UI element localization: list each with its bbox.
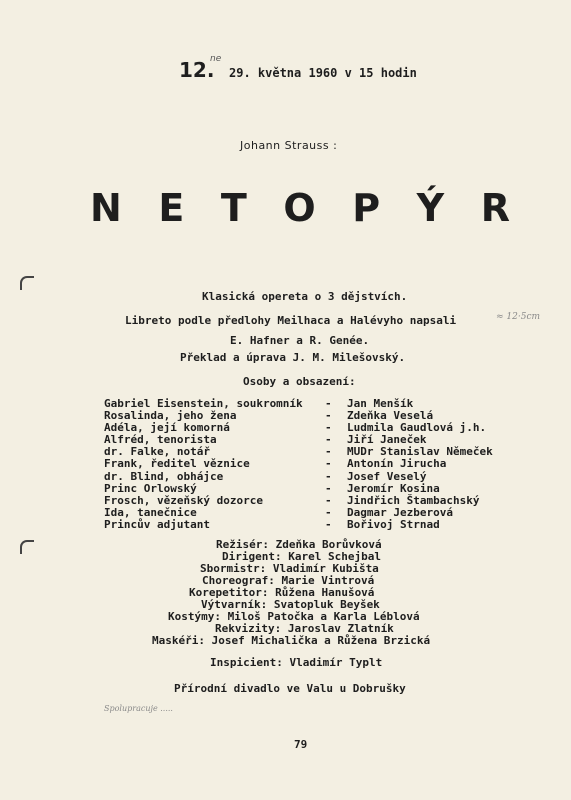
- cast-row: [104, 458, 493, 470]
- cast-role: Rosalinda, jeho žena: [104, 409, 237, 423]
- cast-actor: Dagmar Jezberová: [347, 505, 453, 519]
- cast-dash: -: [325, 409, 332, 423]
- program-number: 12.: [179, 58, 215, 82]
- cast-row: [104, 483, 493, 495]
- cast-actor: Jan Menšík: [347, 397, 414, 410]
- cast-role: Princ Orlowský: [104, 481, 197, 495]
- translation-line: Překlad a úprava J. M. Milešovský.: [180, 351, 406, 364]
- cast-actor: Jeromír Kosina: [347, 481, 440, 495]
- cast-heading: Osoby a obsazení:: [243, 375, 356, 388]
- work-title: [90, 186, 510, 230]
- cast-actor: Josef Veselý: [347, 469, 427, 483]
- title-letter: Ý: [416, 186, 445, 230]
- cast-role: Princův adjutant: [104, 517, 210, 531]
- cast-role: Adéla, její komorná: [104, 421, 230, 435]
- crew-line-repetiteur: Korepetitor: Růžena Hanušová: [189, 586, 375, 599]
- venue-line: Přírodní divadlo ve Valu u Dobrušky: [174, 682, 406, 695]
- title-letter: P: [352, 186, 381, 230]
- cast-dash: -: [325, 433, 332, 447]
- pencil-bottom-note: Spolupracuje .....: [104, 704, 173, 713]
- title-letter: N: [90, 186, 122, 230]
- title-letter: R: [480, 186, 510, 230]
- crew-line-conductor: Dirigent: Karel Schejbal: [222, 550, 381, 563]
- libretto-line: Libreto podle předlohy Meilhaca a Halévyho napsali: [125, 314, 457, 327]
- crew-line-director: Režisér: Zdeňka Borůvková: [216, 538, 382, 551]
- title-letter: O: [283, 186, 316, 230]
- cast-actor: Ludmila Gaudlová j.h.: [347, 421, 487, 435]
- crew-line-makeup: Maskéři: Josef Michalička a Růžena Brzická: [152, 634, 431, 647]
- cast-dash: -: [325, 469, 332, 483]
- cast-actor: Antonín Jirucha: [347, 457, 447, 471]
- punch-hole-mark-bottom: [20, 540, 34, 554]
- performance-date: 29. května 1960 v 15 hodin: [229, 66, 417, 80]
- cast-role: dr. Falke, notář: [104, 445, 210, 459]
- crew-line-costumes: Kostýmy: Miloš Patočka a Karla Léblová: [168, 610, 420, 623]
- genre-line: Klasická opereta o 3 dějstvích.: [202, 290, 408, 303]
- cast-dash: -: [325, 445, 332, 459]
- cast-role: Frosch, vězeňský dozorce: [104, 493, 263, 507]
- punch-hole-mark-top: [20, 276, 34, 290]
- cast-role: dr. Blind, obhájce: [104, 469, 224, 483]
- cast-actor: MUDr Stanislav Němeček: [347, 445, 493, 459]
- cast-role: Frank, ředitel věznice: [104, 457, 250, 471]
- librettists-line: E. Hafner a R. Genée.: [230, 334, 370, 347]
- pencil-margin-note: ≈ 12·5cm: [496, 312, 541, 322]
- cast-list: [104, 398, 493, 531]
- title-letter: E: [158, 186, 185, 230]
- cast-role: Alfréd, tenorista: [104, 433, 217, 447]
- cast-dash: -: [325, 505, 332, 519]
- program-number-suffix: ne: [210, 54, 222, 64]
- cast-dash: -: [325, 397, 332, 410]
- composer-line: Johann Strauss :: [240, 139, 338, 152]
- cast-dash: -: [325, 481, 332, 495]
- cast-actor: Bořivoj Strnad: [347, 517, 440, 531]
- crew-line-choreographer: Choreograf: Marie Vintrová: [202, 574, 375, 587]
- cast-dash: -: [325, 517, 332, 531]
- cast-actor: Zdeňka Veselá: [347, 409, 434, 423]
- cast-row: [104, 519, 493, 531]
- cast-role: Ida, tanečnice: [104, 505, 197, 519]
- crew-line-props: Rekvizity: Jaroslav Zlatník: [215, 622, 394, 635]
- crew-line-designer: Výtvarník: Svatopluk Beyšek: [201, 598, 380, 611]
- cast-dash: -: [325, 457, 332, 471]
- title-letter: T: [220, 186, 247, 230]
- cast-dash: -: [325, 493, 332, 507]
- cast-row: [104, 471, 493, 483]
- page-number: 79: [294, 738, 308, 751]
- cast-role: Gabriel Eisenstein, soukromník: [104, 397, 303, 410]
- cast-actor: Jindřich Štambachský: [347, 493, 480, 507]
- cast-dash: -: [325, 421, 332, 435]
- crew-line-choirmaster: Sbormistr: Vladimír Kubišta: [200, 562, 379, 575]
- inspicient-line: Inspicient: Vladimír Typlt: [210, 656, 383, 669]
- cast-actor: Jiří Janeček: [347, 433, 427, 447]
